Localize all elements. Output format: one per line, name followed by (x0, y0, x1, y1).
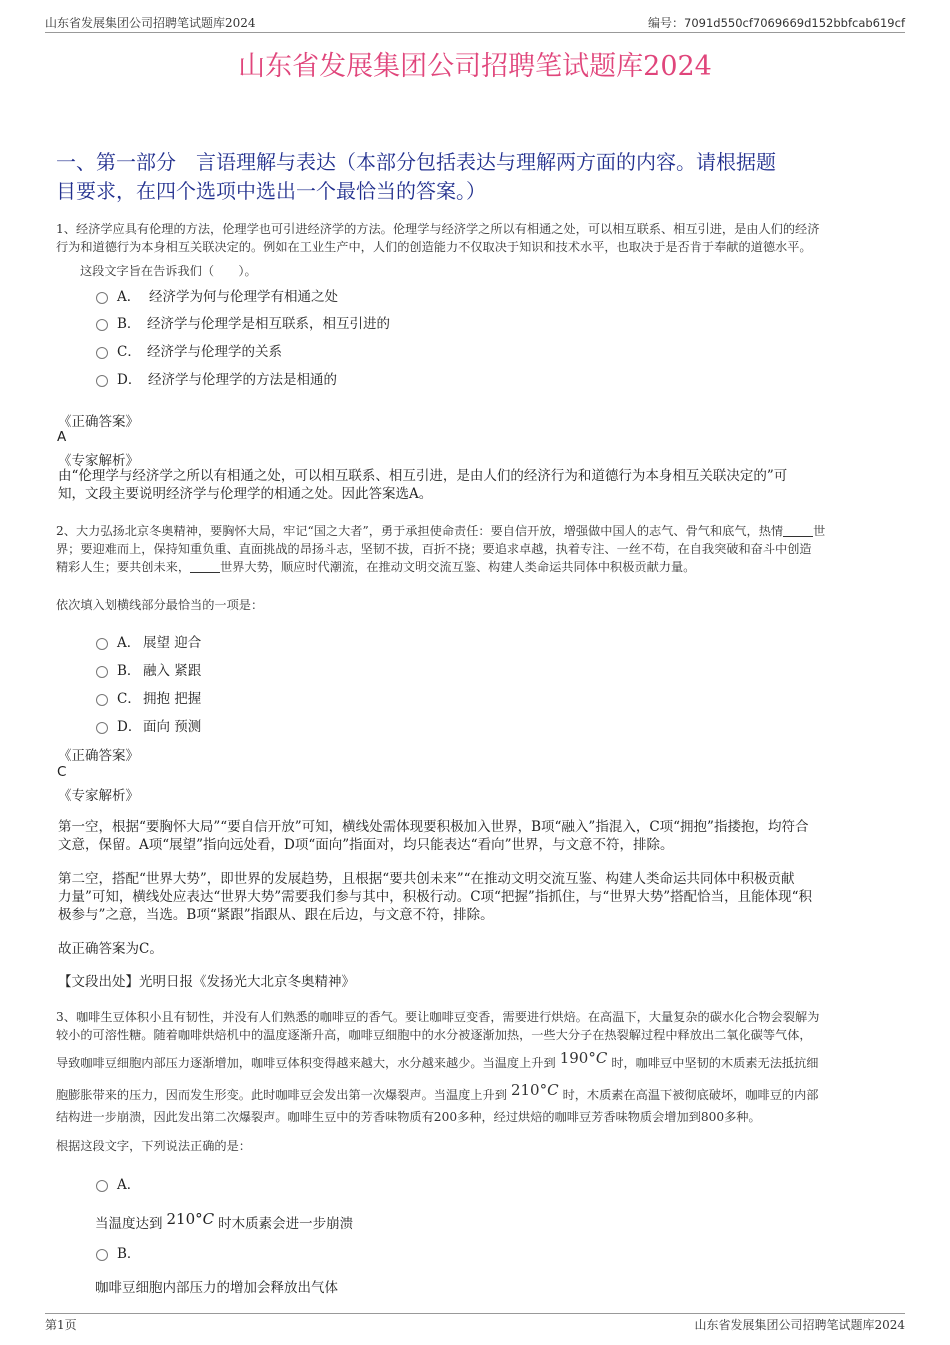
question-2-option-b[interactable]: B． 融入 紧跟 (96, 659, 201, 679)
question-1-prompt: 这段文字旨在告诉我们（ ）。 (80, 264, 257, 278)
radio-icon[interactable] (96, 638, 108, 650)
fill-blank (190, 560, 220, 573)
fill-blank (783, 524, 813, 537)
page-footer (45, 1313, 905, 1332)
footer-title: 山东省发展集团公司招聘笔试题库2024 (694, 1318, 905, 1332)
question-3-prompt: 根据这段文字，下列说法正确的是： (56, 1139, 251, 1153)
radio-icon[interactable] (96, 1180, 108, 1192)
radio-icon[interactable] (96, 347, 108, 359)
question-2-prompt: 依次填入划横线部分最恰当的一项是： (56, 598, 264, 612)
answer-value: A (57, 429, 67, 445)
analysis-text: 由“伦理学与经济学之所以有相通之处，可以相互联系、相互引进，是由人们的经济行为和道德行为本身相互关联决定的”可 知，文段主要说明经济学与伦理学的相通之处。因此答案选A。 (58, 468, 788, 502)
question-1-option-a[interactable]: A． 经济学为何与伦理学有相通之处 (96, 285, 338, 305)
analysis-paragraph-1: 第一空，根据“要胸怀大局”“要自信开放”可知，横线处需体现要积极加入世界，B项“融入”指混入，C项“拥抱”指搂抱，均符合 文意，保留。A项“展望”指向远处看，D项“面向”指面对，均只能表达“看向”世界，与文意不符，排除。 (58, 819, 809, 853)
analysis-conclusion: 故正确答案为C。 (58, 941, 163, 957)
radio-icon[interactable] (96, 722, 108, 734)
radio-icon[interactable] (96, 375, 108, 387)
answer-label: 《正确答案》 (58, 414, 139, 430)
question-3-stem: 3、咖啡生豆体积小且有韧性，并没有人们熟悉的咖啡豆的香气。要让咖啡豆变香，需要进行烘焙。在高温下，大量复杂的碳水化合物会裂解为 较小的可溶性糖。随着咖啡烘焙机中的温度逐渐升高，咖啡豆细胞中的水分被逐渐加热，一些大分子在热裂解过程中释放出二氧化碳等气体， 导致咖啡豆细胞内部压力逐渐增加，咖啡豆体积变得越来越大，水分越来越少。当温度上升到 190°C 时，咖啡豆中坚韧的木质素无法抵抗细 胞膨胀带来的压力，因而发生形变。此时咖啡豆会发出第一次爆裂声。当温度上升到 210°C 时，木质素在高温下被彻底破坏，咖啡豆的内部 结构进一步崩溃，因此发出第二次爆裂声。咖啡生豆中的芳香味物质有200多种，经过烘焙的咖啡豆芳香味物质会增加到800多种。 (56, 1010, 820, 1124)
analysis-paragraph-2: 第二空，搭配“世界大势”，即世界的发展趋势，且根据“要共创未来”“在推动文明交流互鉴、构建人类命运共同体中积极贡献 力量”可知，横线处应表达“世界大势”需要我们参与其中，积极行动。C项“把握”指抓住，与“世界大势”搭配恰当，且能体现“积 极参与”之意，当选。B项“紧跟”指跟从、跟在后边，与文意不符，排除。 (58, 871, 813, 923)
answer-value: C (57, 764, 67, 780)
radio-icon[interactable] (96, 694, 108, 706)
question-3-option-a[interactable]: A． (96, 1173, 140, 1193)
question-2-option-a[interactable]: A． 展望 迎合 (96, 631, 201, 651)
question-2-option-d[interactable]: D． 面向 预测 (96, 715, 201, 735)
temperature-210: 210°C (510, 1081, 559, 1099)
question-3-option-b[interactable]: B． (96, 1242, 140, 1262)
section-heading: 一、第一部分 言语理解与表达（本部分包括表达与理解两方面的内容。请根据题 目要求，在四个选项中选出一个最恰当的答案。） (56, 150, 776, 203)
question-1-option-d[interactable]: D． 经济学与伦理学的方法是相通的 (96, 368, 337, 388)
header-code: 编号：7091d550cf7069669d152bbfcab619cf (647, 16, 905, 30)
temperature-190: 190°C (559, 1049, 608, 1067)
page-number: 第1页 (45, 1318, 77, 1332)
document-code: 7091d550cf7069669d152bbfcab619cf (684, 16, 905, 30)
document-title: 山东省发展集团公司招聘笔试题库2024 (238, 51, 712, 82)
analysis-label: 《专家解析》 (58, 788, 139, 804)
page-header (45, 14, 905, 33)
question-3-option-b-text: 咖啡豆细胞内部压力的增加会释放出气体 (95, 1280, 338, 1296)
question-2-stem: 2、大力弘扬北京冬奥精神，要胸怀大局，牢记“国之大者”，勇于承担使命责任：要自信开放，增强做中国人的志气、骨气和底气，热情 世 界；要迎难而上，保持知重负重、直面挑战的昂扬斗志，坚韧不拔，百折不挠；要追求卓越，执着专注、一丝不苟，在自我突破和奋斗中创造 精彩人生；要共创未来， 世界大势，顺应时代潮流，在推动文明交流互鉴、构建人类命运共同体中积极贡献力量。 (56, 524, 826, 574)
question-1-stem: 1、经济学应具有伦理的方法，伦理学也可引进经济学的方法。伦理学与经济学之所以有相通之处，可以相互联系、相互引进，是由人们的经济 行为和道德行为本身相互关联决定的。例如在工业生产中，人们的创造能力不仅取决于知识和技术水平，也取决于是否肯于奉献的道德水平。 (56, 222, 820, 254)
analysis-label: 《专家解析》 (58, 453, 139, 469)
passage-source: 【文段出处】光明日报《发扬光大北京冬奥精神》 (58, 974, 355, 990)
question-1-option-c[interactable]: C． 经济学与伦理学的关系 (96, 340, 282, 360)
answer-label: 《正确答案》 (58, 748, 139, 764)
radio-icon[interactable] (96, 292, 108, 304)
header-title: 山东省发展集团公司招聘笔试题库2024 (45, 16, 256, 30)
question-1-option-b[interactable]: B． 经济学与伦理学是相互联系，相互引进的 (96, 312, 390, 332)
radio-icon[interactable] (96, 319, 108, 331)
question-3-option-a-text: 当温度达到 210°C 时木质素会进一步崩溃 (95, 1210, 354, 1232)
radio-icon[interactable] (96, 1249, 108, 1261)
radio-icon[interactable] (96, 666, 108, 678)
question-2-option-c[interactable]: C． 拥抱 把握 (96, 687, 201, 707)
